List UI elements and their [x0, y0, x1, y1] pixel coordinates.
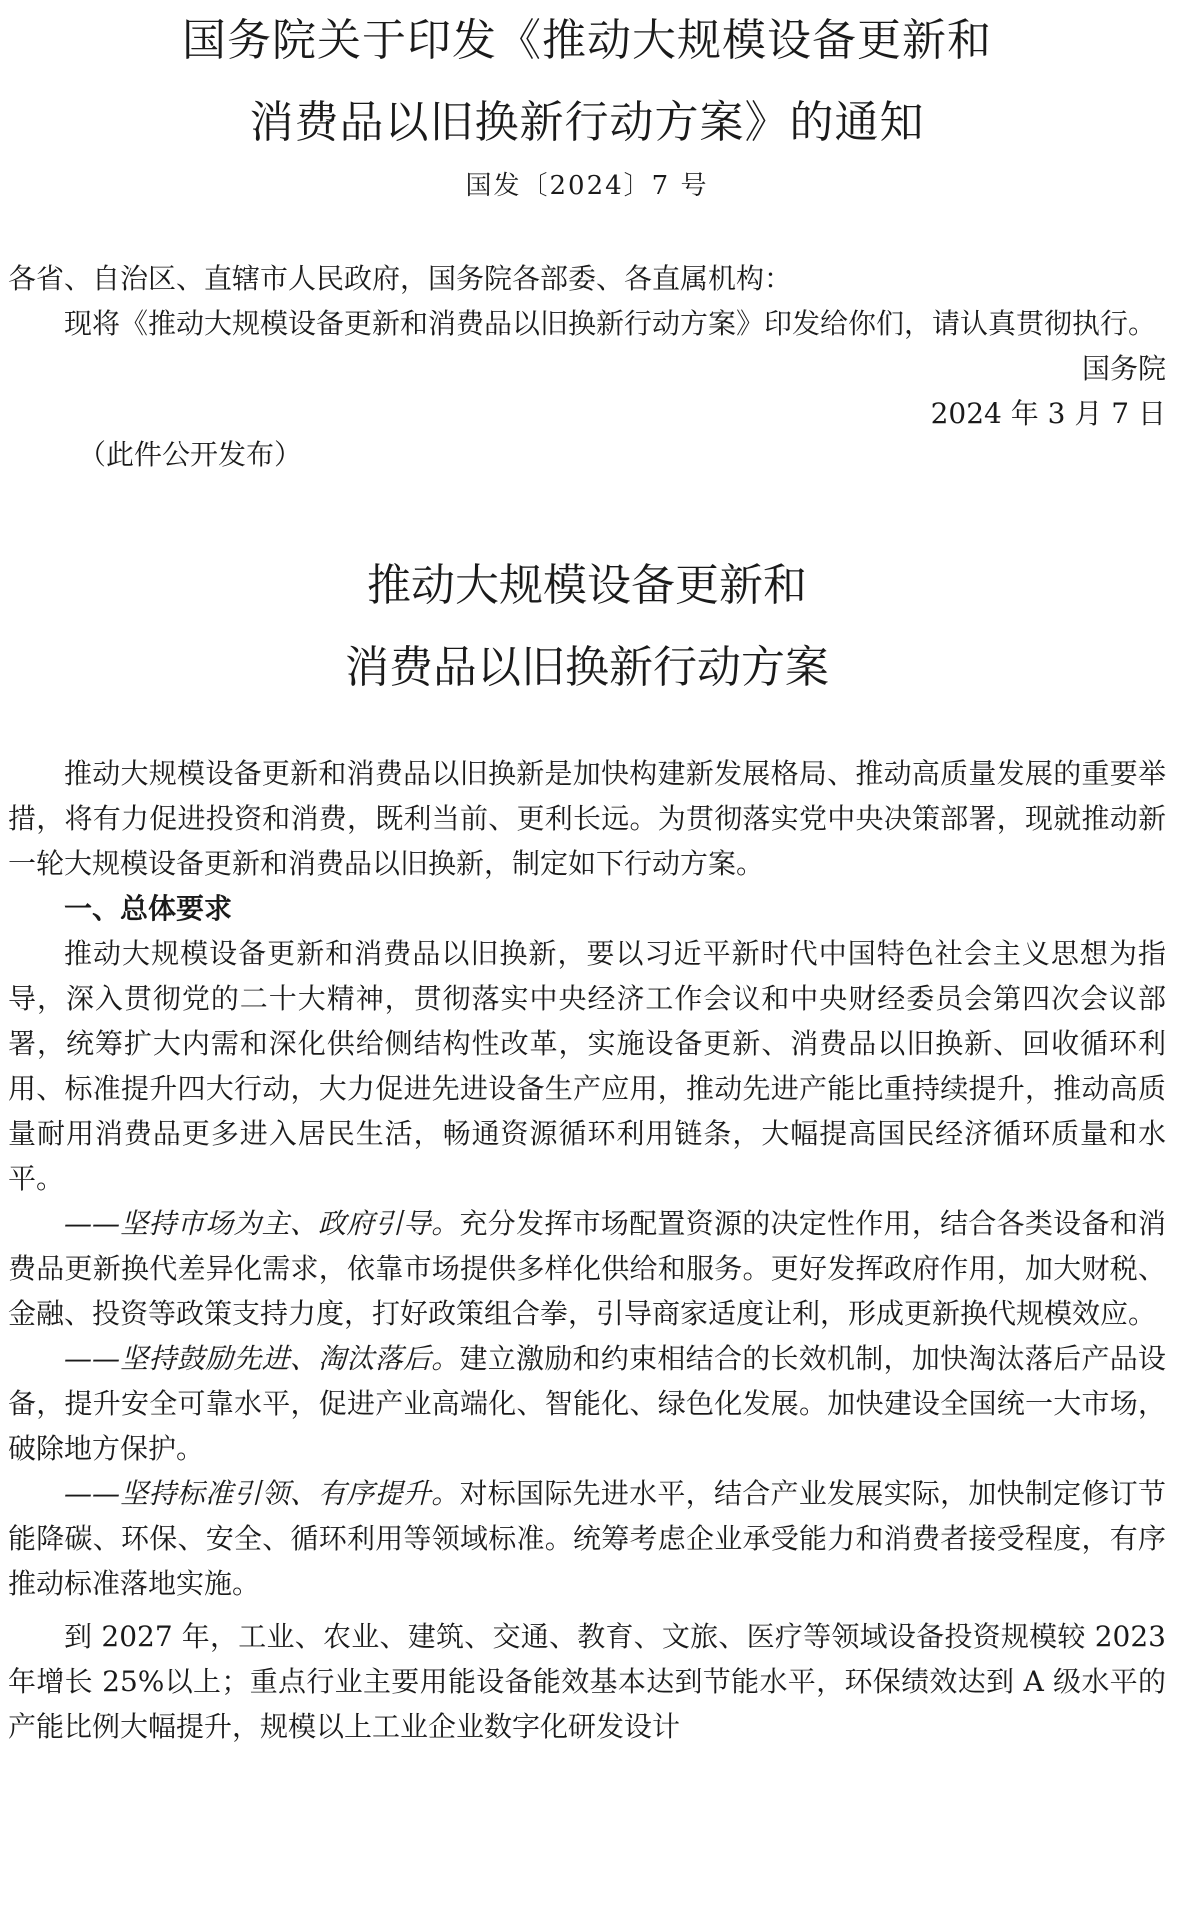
- document-number: 国发〔2024〕7 号: [465, 171, 709, 201]
- issuer: 国务院: [1081, 352, 1166, 385]
- target-2027-paragraph: 到 2027 年，工业、农业、建筑、交通、教育、文旅、医疗等领域设备投资规模较 2023 年增长 25%以上；重点行业主要用能设备能效基本达到节能水平，环保绩效达到 A 级水平的产能比例大幅提升，规模以上工业企业数字化研发设计: [8, 1620, 1166, 1743]
- issue-date: 2024 年 3 月 7 日: [930, 397, 1166, 430]
- principle-lead-2: ——坚持鼓励先进、淘汰落后。: [64, 1342, 460, 1375]
- publish-note: （此件公开发布）: [78, 438, 303, 471]
- principle-text-1: 充分发挥市场配置资源的决定性作用，结合各类设备和消费品更新换代差异化需求，依靠市场提供多样化供给和服务。更好发挥政府作用，加大财税、金融、投资等政策支持力度，打好政策组合拳，引导商家适度让利，形成更新换代规模效应。: [8, 1207, 1166, 1330]
- plan-title: [8, 545, 1166, 709]
- notice-title-line-2: 消费品以旧换新行动方案》的通知: [249, 97, 925, 148]
- principle-lead-1: ——坚持市场为主、政府引导。: [64, 1207, 460, 1240]
- principle-paragraph-2: [8, 1336, 1166, 1471]
- notice-title: [8, 0, 1166, 164]
- plan-intro: 推动大规模设备更新和消费品以旧换新是加快构建新发展格局、推动高质量发展的重要举措，将有力促进投资和消费，既利当前、更利长远。为贯彻落实党中央决策部署，现就推动新一轮大规模设备更新和消费品以旧换新，制定如下行动方案。: [8, 757, 1166, 880]
- salutation: 各省、自治区、直辖市人民政府，国务院各部委、各直属机构：: [8, 262, 793, 295]
- principle-text-2: 建立激励和约束相结合的长效机制，加快淘汰落后产品设备，提升安全可靠水平，促进产业高端化、智能化、绿色化发展。加快建设全国统一大市场，破除地方保护。: [8, 1342, 1166, 1465]
- document-page: [8, 0, 1166, 1749]
- notice-header: [8, 0, 1166, 206]
- principle-paragraph-3: [8, 1471, 1166, 1606]
- principle-lead-3: ——坚持标准引领、有序提升。: [64, 1477, 460, 1510]
- section-1-body: 推动大规模设备更新和消费品以旧换新，要以习近平新时代中国特色社会主义思想为指导，深入贯彻党的二十大精神，贯彻落实中央经济工作会议和中央财经委员会第四次会议部署，统筹扩大内需和深化供给侧结构性改革，实施设备更新、消费品以旧换新、回收循环利用、标准提升四大行动，大力促进先进设备生产应用，推动先进产能比重持续提升，推动高质量耐用消费品更多进入居民生活，畅通资源循环利用链条，大幅提高国民经济循环质量和水平。: [8, 937, 1166, 1195]
- section-heading-overall-requirements: 一、总体要求: [64, 892, 233, 925]
- plan-title-line-2: 消费品以旧换新行动方案: [345, 642, 829, 693]
- notice-title-line-1: 国务院关于印发《推动大规模设备更新和: [182, 15, 992, 66]
- principle-paragraph-1: [8, 1201, 1166, 1336]
- principle-text-3: 对标国际先进水平，结合产业发展实际，加快制定修订节能降碳、环保、安全、循环利用等领域标准。统筹考虑企业承受能力和消费者接受程度，有序推动标准落地实施。: [8, 1477, 1166, 1600]
- plan-title-line-1: 推动大规模设备更新和: [367, 560, 807, 611]
- notice-body: 现将《推动大规模设备更新和消费品以旧换新行动方案》印发给你们，请认真贯彻执行。: [64, 307, 1157, 340]
